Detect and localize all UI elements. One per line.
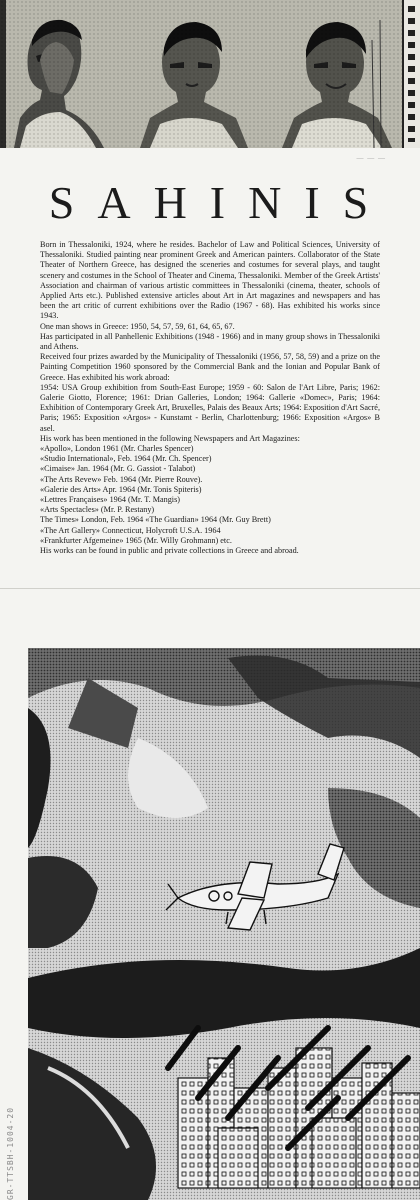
bio-collections: His works can be found in public and private collections in Greece and abroad. bbox=[40, 546, 299, 556]
bio-one-man-shows: One man shows in Greece: 1950, 54, 57, 59, 61, 64, 65, 67. bbox=[40, 321, 235, 331]
city-drawing bbox=[178, 1048, 420, 1188]
mention-item: «Galerie des Arts» Apr. 1964 (Mr. Tonis Spiteris) bbox=[40, 484, 202, 494]
biography bbox=[40, 240, 380, 556]
bio-panhellenic: Has participated in all Panhellenic Exhibitions (1948 - 1966) and in many group shows in Thessaloniki and Athens. bbox=[40, 331, 380, 352]
mention-item: «Cimaise» Jan. 1964 (Mr. G. Gassiot - Talabot) bbox=[40, 464, 196, 474]
bio-abroad: 1954: USA Group exhibition from South-East Europe; 1959 - 60: Salon de l'Art Libre, Paris; 1962: Galerie Giotto, Florence; 1961: Drian Galleries, London; 1964: Gallerie «Domec», Paris; 1964: Exhibition of Contemporary Greek Art, Bruxelles, Palais des Beaux Arts; 1964: Exposition d'Art Sacré, Paris; 1965: Exposition «Argos» - Kunstamt - Berlin, Charlottenburg; 1966: Exposition «Argos» B asel. bbox=[40, 382, 380, 433]
bio-prizes: Received four prizes awarded by the Municipality of Thessaloniki (1956, 57, 58, 59) and a prize on the Painting Competition 1960 sponsored by the Commercial Bank and the Ionian and Popular Bank of Greece. Has exhibited his work abroad: bbox=[40, 352, 380, 382]
photo-strip bbox=[0, 0, 420, 148]
mention-item: «Arts Spectacles» (Mr. P. Restany) bbox=[40, 505, 155, 515]
bio-intro: Born in Thessaloniki, 1924, where he resides. Bachelor of Law and Political Sciences, University of Thessaloniki. Studied painting near prominent Greek and American painters. Collaborator of the State Theater of Northern Greece, has designed the sceneries and costumes for several plays, and taught scenery and costumes in the School of Theater and Cinema, Thessaloniki. Member of the Greek Artists' Association and chairman of various artistic committees in Thessaloniki (cinema, theater, schools of Applied Arts etc.). Published extensive articles about Art in Art magazines and newspapers and has been the art critic of current exhibitions over the Radio (1967 - 68). Has exhibited his works since 1943. bbox=[40, 240, 380, 321]
artwork-collage bbox=[28, 648, 420, 1200]
mention-item: «Lettres Françaises» 1964 (Mr. T. Mangis) bbox=[40, 495, 180, 505]
mention-item: «The Art Gallery» Connecticut, Holycroft U.S.A. 1964 bbox=[40, 525, 221, 535]
fold-line bbox=[0, 588, 420, 589]
mention-item: «Frankfurter Afgemeine» 1965 (Mr. Willy Grohmann) etc. bbox=[40, 535, 232, 545]
mention-item: «Studio International», Feb. 1964 (Mr. Ch. Spencer) bbox=[40, 454, 212, 464]
photo-grain bbox=[0, 0, 420, 148]
mention-item: The Times» London, Feb. 1964 «The Guardian» 1964 (Mr. Guy Brett) bbox=[40, 515, 271, 525]
bio-mentioned-intro: His work has been mentioned in the following Newspapers and Art Magazines: bbox=[40, 433, 300, 443]
archive-note: GR-TTSBH-1004-20 bbox=[6, 1106, 15, 1200]
artwork-svg bbox=[28, 648, 420, 1200]
film-edge bbox=[402, 0, 420, 148]
pencil-mark: — — — bbox=[356, 154, 386, 162]
mention-item: «Apollo», London 1961 (Mr. Charles Spencer) bbox=[40, 444, 194, 454]
mention-item: «The Arts Revew» Feb. 1964 (Mr. Pierre Rouve). bbox=[40, 474, 203, 484]
page-title: SAHINIS bbox=[48, 177, 392, 228]
